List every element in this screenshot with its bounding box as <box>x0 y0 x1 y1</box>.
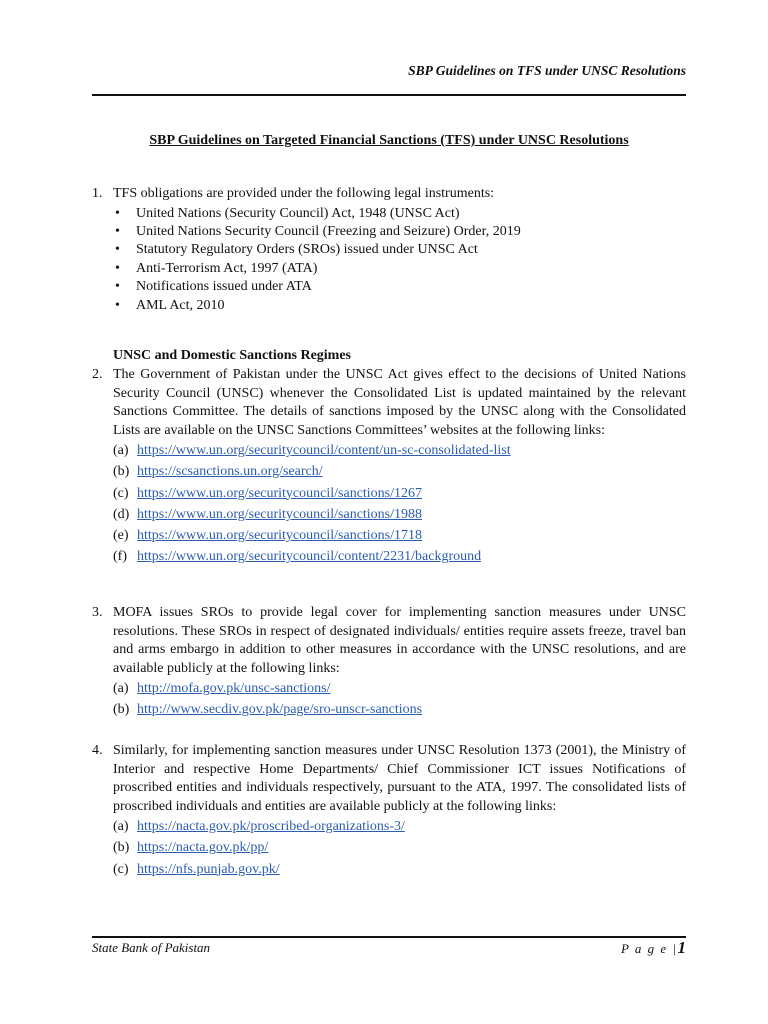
section-text: MOFA issues SROs to provide legal cover for implementing sanction measures under UNSC resolutions. These SROs in respect of designated individuals/ entities require assets freeze, travel ban and arms embargo in addition to other measures in accordance with the UNSC resolutions, and are available publicly at the following links: <box>113 605 686 676</box>
list-item <box>113 816 686 837</box>
section-text: Similarly, for implementing sanction measures under UNSC Resolution 1373 (2001), the Ministry of Interior and respective Home Departments/ Chief Commissioner ICT issues Notifications of proscribed entities and individuals respectively, pursuant to the ATA, 1997. The consolidated lists of proscribed individuals and entities are available publicly at the following links: <box>113 743 686 814</box>
page-number: 1 <box>677 938 686 957</box>
sanctions-link[interactable]: https://www.un.org/securitycouncil/sanctions/1718 <box>137 528 423 544</box>
sanctions-link[interactable]: https://www.un.org/securitycouncil/content/un-sc-consolidated-list <box>137 443 511 458</box>
header-title: SBP Guidelines on TFS under UNSC Resolutions <box>408 63 686 78</box>
link-label: (a) <box>113 681 129 696</box>
list-item: • Notifications issued under ATA <box>136 278 686 296</box>
list-item <box>113 504 686 525</box>
link-list <box>92 440 686 568</box>
link-label: (a) <box>113 443 129 458</box>
section-text: The Government of Pakistan under the UNSC Act gives effect to the decisions of United Nations Security Council (UNSC) whenever the Consolidated List is updated maintained by the relevant Sanctions Committee. The details of sanctions imposed by the UNSC along with the Consolidated Lists are available on the UNSC Sanctions Committees’ websites at the following links: <box>113 367 686 438</box>
sro-link[interactable]: http://www.secdiv.gov.pk/page/sro-unscr-sanctions <box>137 702 423 718</box>
footer-divider <box>92 936 686 938</box>
list-item <box>113 837 686 858</box>
section-number: 4. <box>92 743 103 758</box>
link-label: (b) <box>113 464 130 480</box>
sanctions-link[interactable]: https://www.un.org/securitycouncil/content/2231/background <box>137 549 482 565</box>
page-label: P a g e | <box>620 941 678 956</box>
footer-organization: State Bank of Pakistan <box>92 940 211 955</box>
section-text: TFS obligations are provided under the following legal instruments: <box>113 186 495 201</box>
sanctions-link[interactable]: https://scsanctions.un.org/search/ <box>137 464 323 480</box>
link-label: (b) <box>113 840 130 856</box>
proscribed-link[interactable]: https://nacta.gov.pk/proscribed-organizations-3/ <box>137 819 405 834</box>
section-heading: UNSC and Domestic Sanctions Regimes <box>113 348 351 363</box>
section-4 <box>92 742 686 880</box>
sanctions-link[interactable]: https://www.un.org/securitycouncil/sanctions/1267 <box>137 485 423 501</box>
list-item: • AML Act, 2010 <box>136 297 686 315</box>
sanctions-link[interactable]: https://www.un.org/securitycouncil/sanctions/1988 <box>137 506 423 522</box>
page-indicator <box>621 938 686 958</box>
list-item: • Statutory Regulatory Orders (SROs) issued under UNSC Act <box>136 241 686 259</box>
list-item: • United Nations (Security Council) Act, 1948 (UNSC Act) <box>136 205 686 223</box>
list-item <box>113 546 686 567</box>
list-item <box>113 859 686 880</box>
section-number: 1. <box>92 186 103 201</box>
list-item <box>113 699 686 720</box>
section-1 <box>92 185 686 315</box>
section-number: 2. <box>92 367 103 382</box>
link-label: (c) <box>113 485 129 501</box>
document-title: SBP Guidelines on Targeted Financial Sanctions (TFS) under UNSC Resolutions <box>149 133 629 148</box>
sro-link[interactable]: http://mofa.gov.pk/unsc-sanctions/ <box>137 681 331 696</box>
list-item: • United Nations Security Council (Freezing and Seizure) Order, 2019 <box>136 223 686 241</box>
list-item <box>113 461 686 482</box>
header-divider <box>92 94 686 96</box>
section-number: 3. <box>92 605 103 620</box>
list-item <box>113 678 686 699</box>
link-list <box>92 678 686 721</box>
link-label: (d) <box>113 506 130 522</box>
link-label: (e) <box>113 528 129 544</box>
list-item <box>113 483 686 504</box>
link-label: (b) <box>113 702 130 718</box>
list-item: • Anti-Terrorism Act, 1997 (ATA) <box>136 260 686 278</box>
link-label: (c) <box>113 861 129 877</box>
link-list <box>92 816 686 880</box>
link-label: (a) <box>113 819 129 834</box>
list-item <box>113 525 686 546</box>
link-label: (f) <box>113 549 127 565</box>
proscribed-link[interactable]: https://nacta.gov.pk/pp/ <box>137 840 269 856</box>
section-2 <box>92 366 686 568</box>
section-3 <box>92 604 686 721</box>
proscribed-link[interactable]: https://nfs.punjab.gov.pk/ <box>137 861 280 877</box>
instrument-list <box>92 205 686 315</box>
list-item <box>113 440 686 461</box>
